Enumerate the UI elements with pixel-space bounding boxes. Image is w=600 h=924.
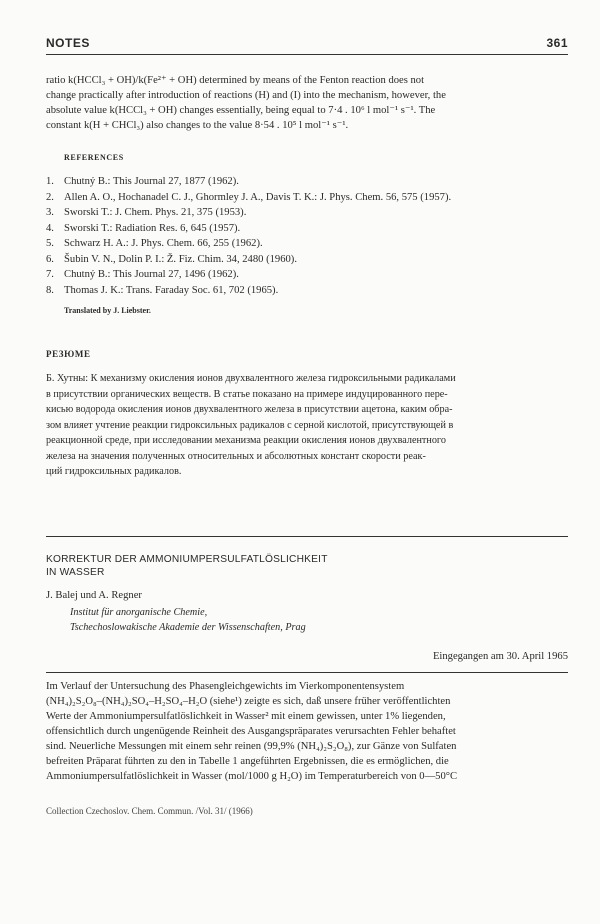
reference-item	[46, 267, 568, 283]
reference-text: Schwarz H. A.: J. Phys. Chem. 66, 255 (1962).	[64, 238, 263, 249]
paragraph-line: change practically after introduction of reactions (H) and (I) into the mechanism, however, the	[46, 90, 446, 101]
reference-text: Thomas J. K.: Trans. Faraday Soc. 61, 702 (1965).	[64, 284, 279, 296]
resume-line: зом влияет учтение реакции гидроксильных радикалов с серной кислотой, присутствующей в	[46, 419, 454, 431]
paragraph-line: constant k(H + CHCl₃) also changes to the value 8·54 . 10⁵ l mol⁻¹ s⁻¹.	[46, 120, 349, 131]
reference-text: Chutný B.: This Journal 27, 1496 (1962).	[64, 269, 239, 280]
resume-line: кисью водорода окисления ионов двухвалентного железа в присутствии ацетона, каким обра-	[46, 404, 453, 415]
article-title-line: IN WASSER	[46, 566, 105, 578]
reference-text: Sworski T.: J. Chem. Phys. 21, 375 (1953).	[64, 207, 247, 218]
reference-item	[46, 190, 568, 206]
body-line: offensichtlich durch ungenügende Reinheit des Ausgangspräparates verursachten Fehler behaftet	[46, 725, 456, 737]
reference-text: Chutný B.: This Journal 27, 1877 (1962).	[64, 176, 239, 187]
affiliation-line: Tschechoslowakische Akademie der Wissenschaften, Prag	[70, 621, 306, 633]
reference-item	[46, 205, 568, 221]
article-affiliation	[46, 605, 568, 635]
journal-citation: Collection Czechoslov. Chem. Commun. /Vol. 31/ (1966)	[46, 805, 253, 816]
article-title	[46, 553, 568, 579]
reference-number: 5.	[46, 238, 54, 249]
translator-note: Translated by J. Liebster.	[64, 306, 151, 315]
reference-text: Sworski T.: Radiation Res. 6, 645 (1957).	[64, 222, 241, 234]
running-header	[46, 36, 568, 50]
reference-number: 8.	[46, 284, 54, 296]
article-authors: J. Balej und A. Regner	[46, 589, 142, 601]
reference-item	[46, 252, 568, 268]
article-title-line: KORREKTUR DER AMMONIUMPERSULFATLÖSLICHKEIT	[46, 553, 328, 565]
body-line: Im Verlauf der Untersuchung des Phasengleichgewichts im Vierkomponentensystem	[46, 680, 405, 692]
body-line: (NH₄)₂S₂O₈–(NH₄)₂SO₄–H₂SO₄–H₂O (siehe¹) zeigte es sich, daß unsere früher veröffentlichten	[46, 695, 451, 707]
reference-number: 7.	[46, 269, 54, 280]
resume-line: реакционной среде, при исследовании механизма реакции окисления ионов двухвалентного	[46, 435, 446, 446]
resume-line: железа на значения полученных относительных и абсолютных констант скорости реак-	[46, 450, 426, 462]
top-paragraph	[46, 73, 568, 133]
section-name: NOTES	[46, 36, 90, 50]
resume-line: Б. Хутны: К механизму окисления ионов двухвалентного железа гидроксильными радикалами	[46, 373, 456, 384]
affiliation-line: Institut für anorganische Chemie,	[70, 606, 208, 618]
reference-text: Šubin V. N., Dolin P. I.: Ž. Fiz. Chim. 34, 2480 (1960).	[64, 253, 297, 265]
reference-number: 2.	[46, 191, 54, 203]
reference-item	[46, 283, 568, 299]
article-body	[46, 679, 568, 784]
resume-paragraph	[46, 371, 568, 480]
reference-number: 1.	[46, 176, 54, 187]
resume-line: в присутствии органических веществ. В статье показано на примере индуцированного пере-	[46, 388, 448, 400]
header-rule	[46, 54, 568, 55]
resume-line: ций гидроксильных радикалов.	[46, 466, 182, 477]
page-number: 361	[546, 36, 568, 50]
references-heading: REFERENCES	[64, 153, 124, 162]
body-line: Ammoniumpersulfatlöslichkeit in Wasser (mol/1000 g H₂O) im Temperaturbereich von 0—50°C	[46, 770, 458, 782]
page	[46, 36, 568, 816]
article-rule	[46, 672, 568, 673]
reference-text: Allen A. O., Hochanadel C. J., Ghormley J. A., Davis T. K.: J. Phys. Chem. 56, 575 (1957).	[64, 191, 452, 203]
reference-number: 6.	[46, 253, 54, 265]
article-separator	[46, 536, 568, 537]
body-line: befreiten Präparat führten zu den in Tabelle 1 angeführten Ergebnissen, die es ermöglichen, die	[46, 755, 449, 767]
body-line: Werte der Ammoniumpersulfatlöslichkeit in Wasser² mit einem gewissen, unter 1% liegenden,	[46, 710, 446, 722]
received-date: Eingegangen am 30. April 1965	[432, 650, 568, 662]
resume-heading: РЕЗЮМЕ	[46, 349, 91, 359]
paragraph-line: ratio k(HCCl₃ + OH)/k(Fe²⁺ + OH) determined by means of the Fenton reaction does not	[46, 75, 425, 86]
reference-item	[46, 236, 568, 252]
references-list	[46, 174, 568, 298]
paragraph-line: absolute value k(HCCl₃ + OH) changes essentially, being equal to 7·4 . 10⁶ l mol⁻¹ s⁻¹. The	[46, 105, 436, 116]
reference-item	[46, 174, 568, 190]
reference-item	[46, 221, 568, 237]
body-line: sind. Neuerliche Messungen mit einem sehr reinen (99,9% (NH₄)₂S₂O₈), zur Gänze von Sulfaten	[46, 740, 457, 752]
reference-number: 3.	[46, 207, 54, 218]
reference-number: 4.	[46, 222, 54, 234]
